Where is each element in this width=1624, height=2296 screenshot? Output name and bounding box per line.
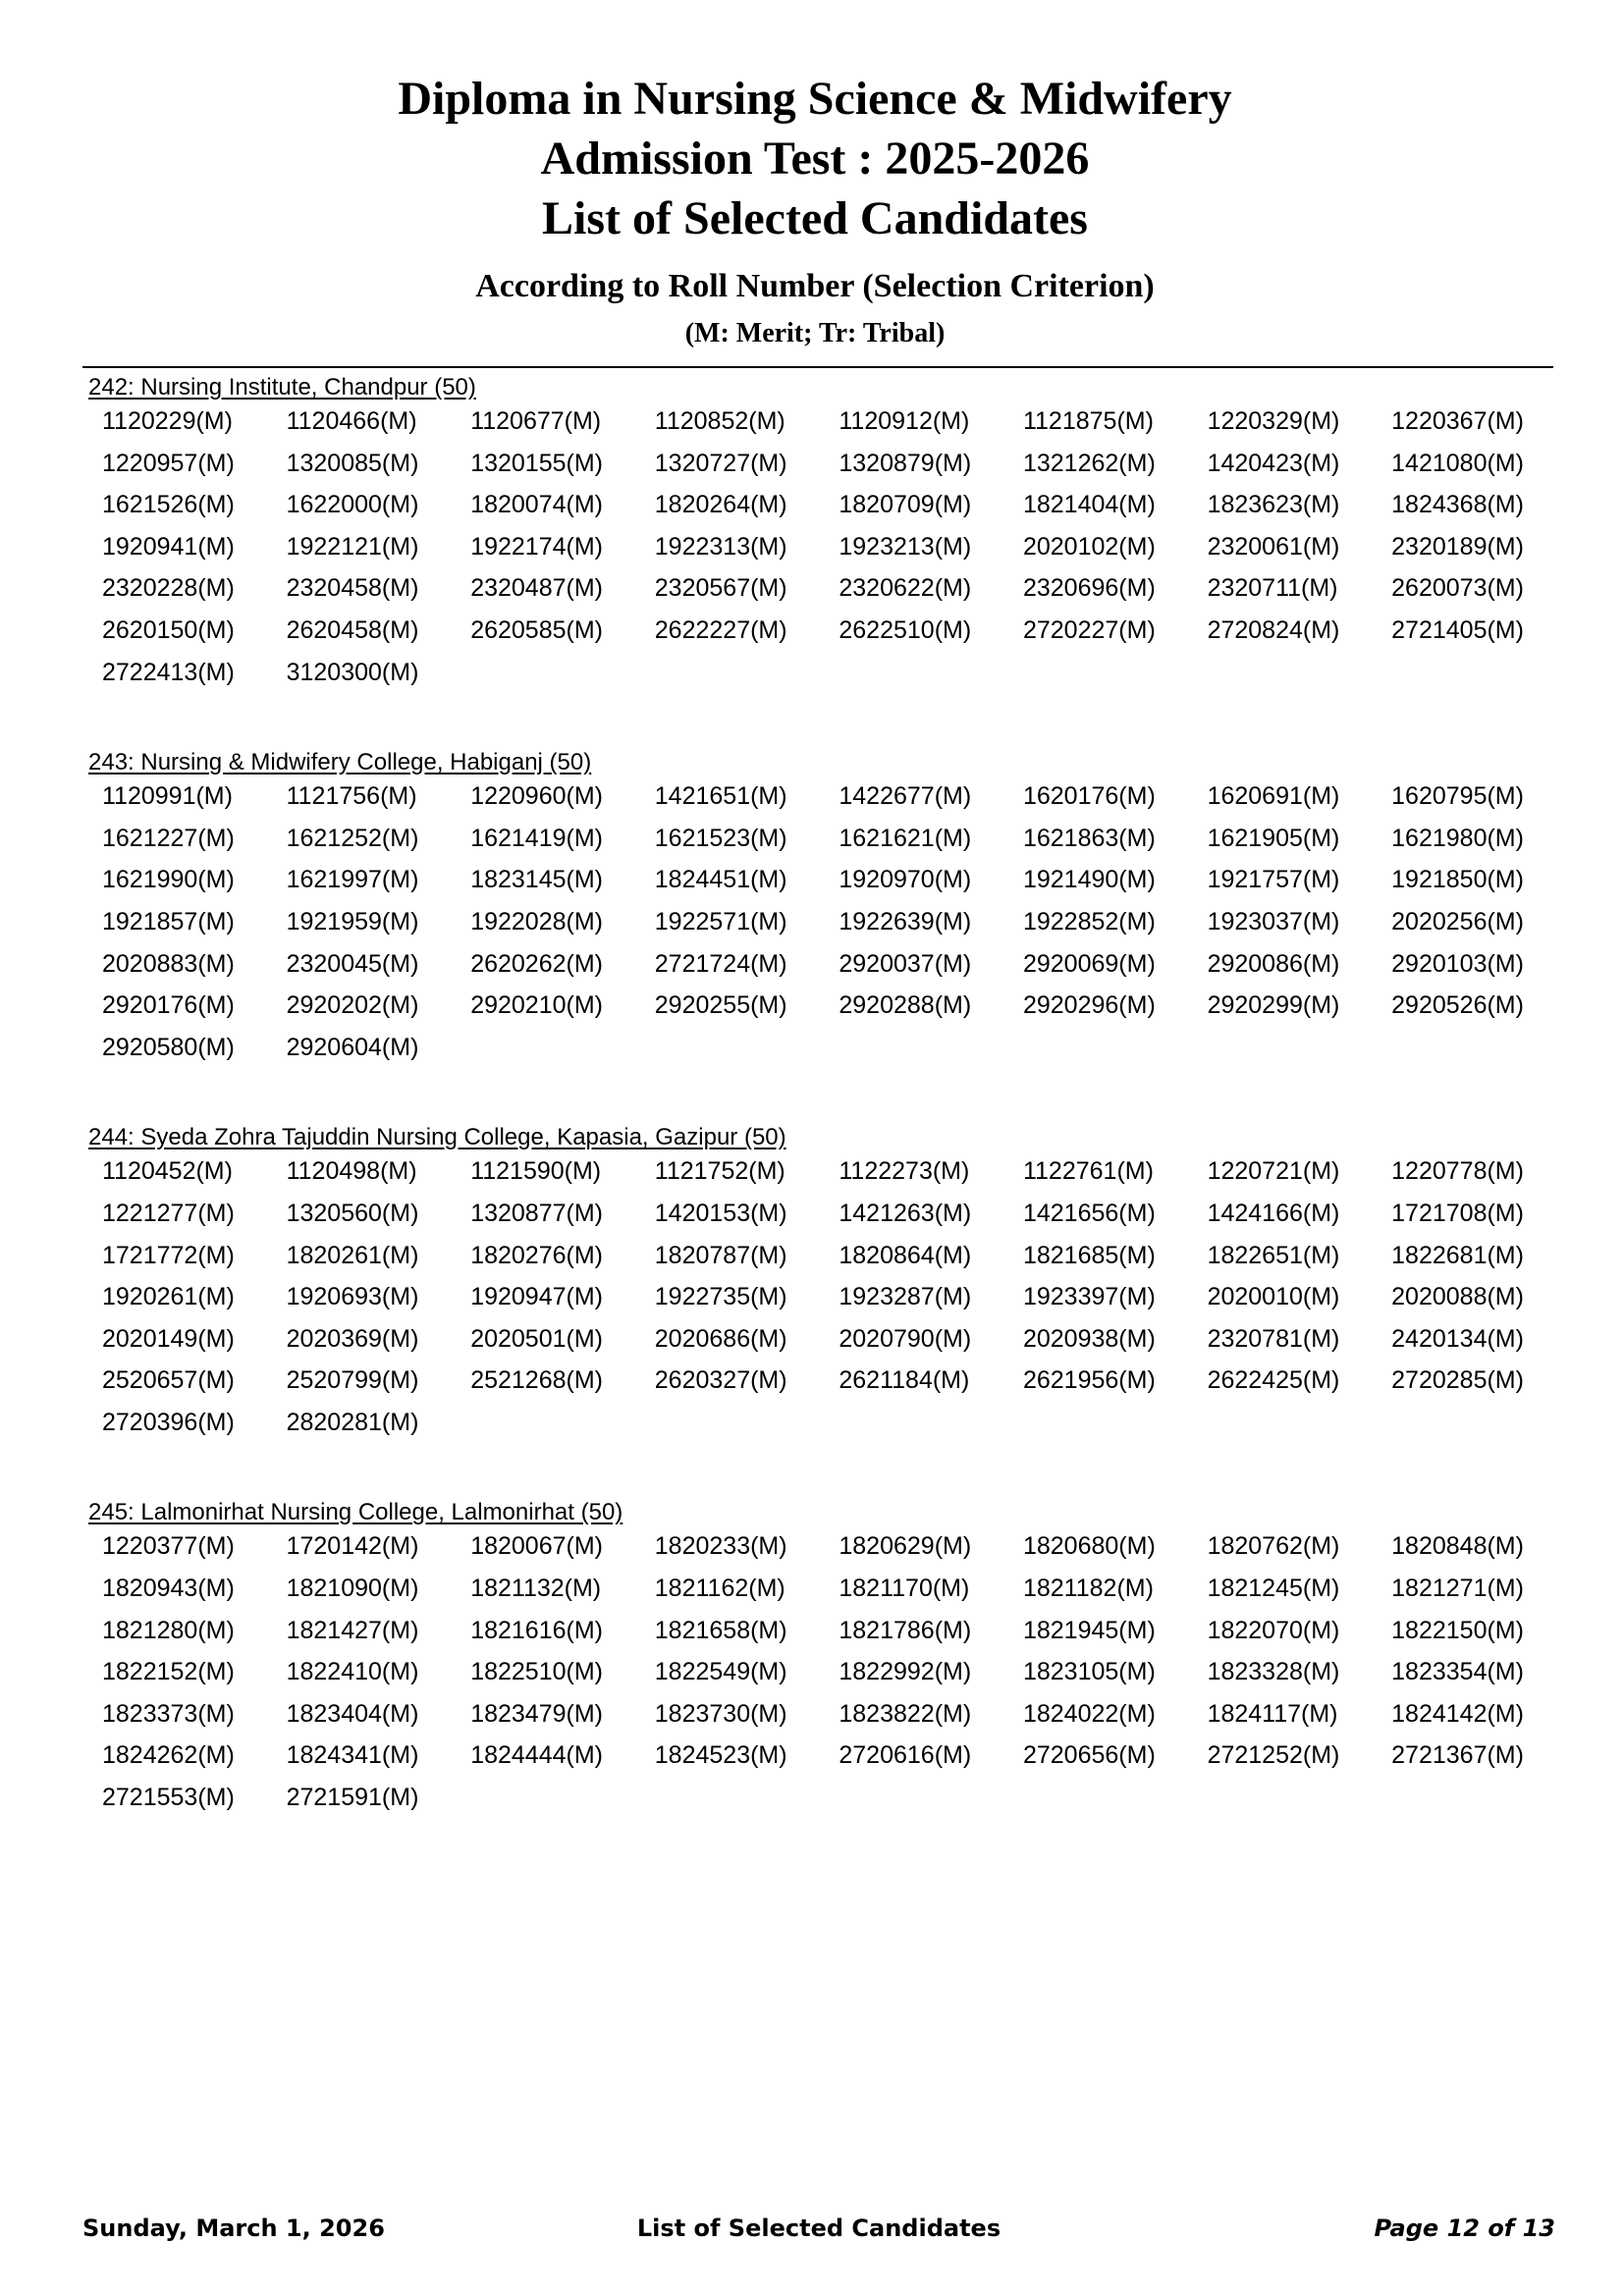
- roll-number: 2920580(M): [102, 1033, 235, 1061]
- roll-number: 1820233(M): [654, 1532, 787, 1561]
- roll-number: 1321262(M): [1022, 449, 1156, 477]
- roll-number: 2620458(M): [286, 615, 419, 644]
- roll-number: 1923213(M): [839, 532, 972, 561]
- roll-number: 1821786(M): [839, 1616, 972, 1644]
- roll-number: 1823822(M): [839, 1699, 972, 1728]
- roll-number: 1823479(M): [470, 1699, 603, 1728]
- roll-number: 1622000(M): [286, 491, 419, 519]
- roll-number: 1320877(M): [470, 1199, 603, 1227]
- roll-number: 1621227(M): [102, 824, 235, 852]
- roll-number: 1621980(M): [1391, 824, 1524, 852]
- roll-number: 2620327(M): [654, 1366, 787, 1395]
- roll-number: 2320458(M): [286, 574, 419, 603]
- legend: (M: Merit; Tr: Tribal): [684, 318, 946, 348]
- roll-number: 1721772(M): [102, 1241, 235, 1269]
- institution-section: [88, 1500, 1561, 1818]
- roll-number: 2020088(M): [1391, 1283, 1524, 1311]
- roll-number: 1420153(M): [654, 1199, 787, 1227]
- roll-number: 1920947(M): [470, 1283, 603, 1311]
- roll-number: 1421656(M): [1022, 1199, 1156, 1227]
- roll-number: 1823730(M): [654, 1699, 787, 1728]
- roll-number: 2521268(M): [470, 1366, 603, 1395]
- roll-number: 1821162(M): [654, 1575, 785, 1603]
- roll-number: 1220329(M): [1207, 407, 1340, 435]
- roll-number: 2622227(M): [654, 615, 787, 644]
- roll-number: 1922174(M): [470, 532, 603, 561]
- roll-number: 1921959(M): [286, 907, 419, 935]
- roll-number: 1824022(M): [1022, 1699, 1156, 1728]
- roll-number: 2721591(M): [286, 1784, 419, 1812]
- roll-number: 2720824(M): [1207, 615, 1340, 644]
- roll-number: 2920604(M): [286, 1033, 419, 1061]
- roll-number: 1920970(M): [839, 866, 972, 894]
- roll-number: 1621997(M): [286, 866, 419, 894]
- roll-number: 2020938(M): [1022, 1324, 1156, 1353]
- roll-number: 2320622(M): [839, 574, 972, 603]
- roll-number: 1922121(M): [286, 532, 419, 561]
- roll-number: 1120229(M): [102, 407, 233, 435]
- roll-number: 1120991(M): [102, 782, 233, 811]
- roll-number: 1923037(M): [1207, 907, 1340, 935]
- roll-number: 2721367(M): [1391, 1741, 1524, 1770]
- roll-number: 1120452(M): [102, 1157, 233, 1186]
- roll-number: 1621523(M): [654, 824, 787, 852]
- roll-number: 1420423(M): [1207, 449, 1340, 477]
- roll-number: 1821132(M): [470, 1575, 602, 1603]
- roll-number: 1922571(M): [654, 907, 787, 935]
- section-title: 244: Syeda Zohra Tajuddin Nursing College, Kapasia, Gazipur (50): [88, 1124, 786, 1151]
- roll-number: 1121756(M): [286, 782, 417, 811]
- roll-number: 1821685(M): [1022, 1241, 1156, 1269]
- roll-number: 1720142(M): [286, 1532, 419, 1561]
- roll-number: 2920296(M): [1022, 991, 1156, 1020]
- roll-number: 1922852(M): [1022, 907, 1156, 935]
- roll-number: 1620176(M): [1022, 782, 1156, 811]
- roll-number: 2620262(M): [470, 949, 603, 978]
- roll-number: 1822410(M): [286, 1658, 419, 1686]
- roll-number: 2720396(M): [102, 1408, 235, 1436]
- roll-number: 1122273(M): [839, 1157, 970, 1186]
- roll-number: 2320711(M): [1207, 574, 1338, 603]
- roll-number: 2622510(M): [839, 615, 972, 644]
- roll-number: 1621990(M): [102, 866, 235, 894]
- roll-number: 2721252(M): [1207, 1741, 1340, 1770]
- roll-number: 1823354(M): [1391, 1658, 1524, 1686]
- section-title: 242: Nursing Institute, Chandpur (50): [88, 374, 476, 400]
- footer-title: List of Selected Candidates: [636, 2215, 1001, 2242]
- roll-number: 1621863(M): [1022, 824, 1156, 852]
- roll-number: 1320155(M): [470, 449, 603, 477]
- roll-number: 2920288(M): [839, 991, 972, 1020]
- roll-number: 1820264(M): [654, 491, 787, 519]
- roll-number: 2920299(M): [1207, 991, 1340, 1020]
- roll-number: 2020102(M): [1022, 532, 1156, 561]
- roll-number: 2020149(M): [102, 1324, 235, 1353]
- roll-number: 2020790(M): [839, 1324, 972, 1353]
- roll-number: 1221277(M): [102, 1199, 235, 1227]
- roll-number: 2621184(M): [839, 1366, 970, 1395]
- roll-number: 1621252(M): [286, 824, 419, 852]
- roll-number: 2920202(M): [286, 991, 419, 1020]
- document-header: [0, 69, 1624, 350]
- roll-number: 2020686(M): [654, 1324, 787, 1353]
- roll-number: 1620795(M): [1391, 782, 1524, 811]
- roll-number: 1121752(M): [654, 1157, 785, 1186]
- roll-number: 2320228(M): [102, 574, 235, 603]
- title-line-1: Diploma in Nursing Science & Midwifery: [398, 73, 1232, 125]
- roll-number: 1422677(M): [839, 782, 972, 811]
- roll-number: 1920261(M): [102, 1283, 235, 1311]
- roll-number: 2320487(M): [470, 574, 603, 603]
- roll-number: 2620150(M): [102, 615, 235, 644]
- roll-number: 1820261(M): [286, 1241, 419, 1269]
- roll-number: 1824262(M): [102, 1741, 235, 1770]
- roll-number: 1421080(M): [1391, 449, 1524, 477]
- roll-number: 1822992(M): [839, 1658, 972, 1686]
- roll-number: 2320045(M): [286, 949, 419, 978]
- roll-number-grid: [88, 400, 1561, 693]
- roll-number: 1821404(M): [1022, 491, 1156, 519]
- roll-number: 1822150(M): [1391, 1616, 1524, 1644]
- roll-number: 1824444(M): [470, 1741, 603, 1770]
- roll-number: 1220377(M): [102, 1532, 235, 1561]
- roll-number: 1820864(M): [839, 1241, 972, 1269]
- roll-number: 1821616(M): [470, 1616, 603, 1644]
- roll-number: 1822152(M): [102, 1658, 235, 1686]
- roll-number: 2920255(M): [654, 991, 787, 1020]
- roll-number: 2420134(M): [1391, 1324, 1524, 1353]
- institution-section: [88, 375, 1561, 693]
- roll-number: 1824117(M): [1207, 1699, 1338, 1728]
- roll-number: 1120466(M): [286, 407, 417, 435]
- roll-number: 1823105(M): [1022, 1658, 1156, 1686]
- roll-number: 1120677(M): [470, 407, 602, 435]
- roll-number: 1822549(M): [654, 1658, 787, 1686]
- roll-number: 2722413(M): [102, 658, 235, 686]
- institution-section: [88, 750, 1561, 1068]
- roll-number: 1823145(M): [470, 866, 603, 894]
- roll-number: 1120498(M): [286, 1157, 417, 1186]
- roll-number: 2020256(M): [1391, 907, 1524, 935]
- roll-number: 1620691(M): [1207, 782, 1340, 811]
- roll-number-grid: [88, 1525, 1561, 1818]
- roll-number: 1220957(M): [102, 449, 235, 477]
- roll-number: 1821182(M): [1022, 1575, 1154, 1603]
- roll-number: 2920037(M): [839, 949, 972, 978]
- roll-number: 2721724(M): [654, 949, 787, 978]
- section-title: 243: Nursing & Midwifery College, Habiganj (50): [88, 749, 592, 776]
- roll-number: 2720616(M): [839, 1741, 972, 1770]
- roll-number: 2621956(M): [1022, 1366, 1156, 1395]
- roll-number: 1821271(M): [1391, 1575, 1524, 1603]
- roll-number-grid: [88, 775, 1561, 1068]
- roll-number: 2920103(M): [1391, 949, 1524, 978]
- roll-number: 1922639(M): [839, 907, 972, 935]
- roll-number: 1822681(M): [1391, 1241, 1524, 1269]
- roll-number: 1121590(M): [470, 1157, 602, 1186]
- roll-number: 2020883(M): [102, 949, 235, 978]
- roll-number: 1824341(M): [286, 1741, 419, 1770]
- roll-number: 1821658(M): [654, 1616, 787, 1644]
- roll-number: 2320189(M): [1391, 532, 1524, 561]
- footer-page-number: Page 12 of 13: [1374, 2215, 1555, 2242]
- roll-number: 2721405(M): [1391, 615, 1524, 644]
- roll-number: 1820709(M): [839, 491, 972, 519]
- roll-number: 1921757(M): [1207, 866, 1340, 894]
- roll-number: 1923397(M): [1022, 1283, 1156, 1311]
- roll-number: 2320781(M): [1207, 1324, 1340, 1353]
- roll-number: 1821090(M): [286, 1575, 419, 1603]
- roll-number: 1424166(M): [1207, 1199, 1340, 1227]
- roll-number: 2920069(M): [1022, 949, 1156, 978]
- roll-number: 2920176(M): [102, 991, 235, 1020]
- roll-number: 1320560(M): [286, 1199, 419, 1227]
- roll-number: 2320567(M): [654, 574, 787, 603]
- roll-number: 1421651(M): [654, 782, 787, 811]
- roll-number: 2620073(M): [1391, 574, 1524, 603]
- roll-number: 1122761(M): [1022, 1157, 1154, 1186]
- roll-number: 1220778(M): [1391, 1157, 1524, 1186]
- roll-number: 1120852(M): [654, 407, 785, 435]
- roll-number: 1820629(M): [839, 1532, 972, 1561]
- roll-number: 1820074(M): [470, 491, 603, 519]
- roll-number: 2320061(M): [1207, 532, 1340, 561]
- roll-number: 2520799(M): [286, 1366, 419, 1395]
- roll-number: 1821427(M): [286, 1616, 419, 1644]
- section-title: 245: Lalmonirhat Nursing College, Lalmonirhat (50): [88, 1499, 623, 1526]
- roll-number: 2020010(M): [1207, 1283, 1340, 1311]
- subtitle: According to Roll Number (Selection Criterion): [475, 268, 1155, 304]
- roll-number: 2920086(M): [1207, 949, 1340, 978]
- roll-number: 2620585(M): [470, 615, 603, 644]
- roll-number: 1220721(M): [1207, 1157, 1340, 1186]
- roll-number: 1921850(M): [1391, 866, 1524, 894]
- roll-number: 1824523(M): [654, 1741, 787, 1770]
- roll-number: 1822070(M): [1207, 1616, 1340, 1644]
- roll-number: 2721553(M): [102, 1784, 235, 1812]
- roll-number: 1820680(M): [1022, 1532, 1156, 1561]
- roll-number: 3120300(M): [286, 658, 419, 686]
- roll-number: 2820281(M): [286, 1408, 419, 1436]
- roll-number: 1823404(M): [286, 1699, 419, 1728]
- footer-date: Sunday, March 1, 2026: [82, 2215, 385, 2242]
- roll-number: 2020501(M): [470, 1324, 603, 1353]
- roll-number: 1421263(M): [839, 1199, 972, 1227]
- roll-number: 1820276(M): [470, 1241, 603, 1269]
- roll-number: 2020369(M): [286, 1324, 419, 1353]
- roll-number: 1621621(M): [839, 824, 972, 852]
- roll-number: 2320696(M): [1022, 574, 1156, 603]
- sections-container: [88, 375, 1561, 1876]
- roll-number: 1824142(M): [1391, 1699, 1524, 1728]
- roll-number: 1921490(M): [1022, 866, 1156, 894]
- roll-number: 1922735(M): [654, 1283, 787, 1311]
- roll-number: 1824451(M): [654, 866, 787, 894]
- roll-number: 2720227(M): [1022, 615, 1156, 644]
- roll-number: 1820943(M): [102, 1575, 235, 1603]
- roll-number: 1220960(M): [470, 782, 603, 811]
- roll-number: 1320727(M): [654, 449, 787, 477]
- roll-number: 1822651(M): [1207, 1241, 1340, 1269]
- roll-number: 1922028(M): [470, 907, 603, 935]
- institution-section: [88, 1125, 1561, 1443]
- roll-number: 2520657(M): [102, 1366, 235, 1395]
- roll-number: 1823373(M): [102, 1699, 235, 1728]
- roll-number: 1621419(M): [470, 824, 603, 852]
- roll-number: 1821280(M): [102, 1616, 235, 1644]
- roll-number: 2622425(M): [1207, 1366, 1340, 1395]
- roll-number: 2920526(M): [1391, 991, 1524, 1020]
- roll-number: 1320085(M): [286, 449, 419, 477]
- roll-number: 1822510(M): [470, 1658, 603, 1686]
- roll-number: 1821945(M): [1022, 1616, 1156, 1644]
- roll-number: 1821170(M): [839, 1575, 970, 1603]
- roll-number: 1721708(M): [1391, 1199, 1524, 1227]
- roll-number: 1921857(M): [102, 907, 235, 935]
- roll-number: 1920941(M): [102, 532, 235, 561]
- roll-number: 1820848(M): [1391, 1532, 1524, 1561]
- roll-number: 1621905(M): [1207, 824, 1340, 852]
- roll-number: 1920693(M): [286, 1283, 419, 1311]
- roll-number: 1821245(M): [1207, 1575, 1340, 1603]
- roll-number: 2720656(M): [1022, 1741, 1156, 1770]
- roll-number: 1823328(M): [1207, 1658, 1340, 1686]
- roll-number: 1823623(M): [1207, 491, 1340, 519]
- page-footer: [82, 2215, 1555, 2244]
- roll-number: 1923287(M): [839, 1283, 972, 1311]
- roll-number: 1820762(M): [1207, 1532, 1340, 1561]
- title-line-3: List of Selected Candidates: [542, 192, 1088, 244]
- roll-number: 1824368(M): [1391, 491, 1524, 519]
- header-divider: [82, 366, 1553, 368]
- roll-number: 1320879(M): [839, 449, 972, 477]
- roll-number: 1621526(M): [102, 491, 235, 519]
- roll-number: 1820787(M): [654, 1241, 787, 1269]
- roll-number: 1120912(M): [839, 407, 970, 435]
- roll-number: 1820067(M): [470, 1532, 603, 1561]
- roll-number: 2920210(M): [470, 991, 603, 1020]
- title-line-2: Admission Test : 2025-2026: [540, 133, 1090, 185]
- roll-number-grid: [88, 1150, 1561, 1443]
- roll-number: 1220367(M): [1391, 407, 1524, 435]
- roll-number: 2720285(M): [1391, 1366, 1524, 1395]
- roll-number: 1121875(M): [1022, 407, 1154, 435]
- roll-number: 1922313(M): [654, 532, 787, 561]
